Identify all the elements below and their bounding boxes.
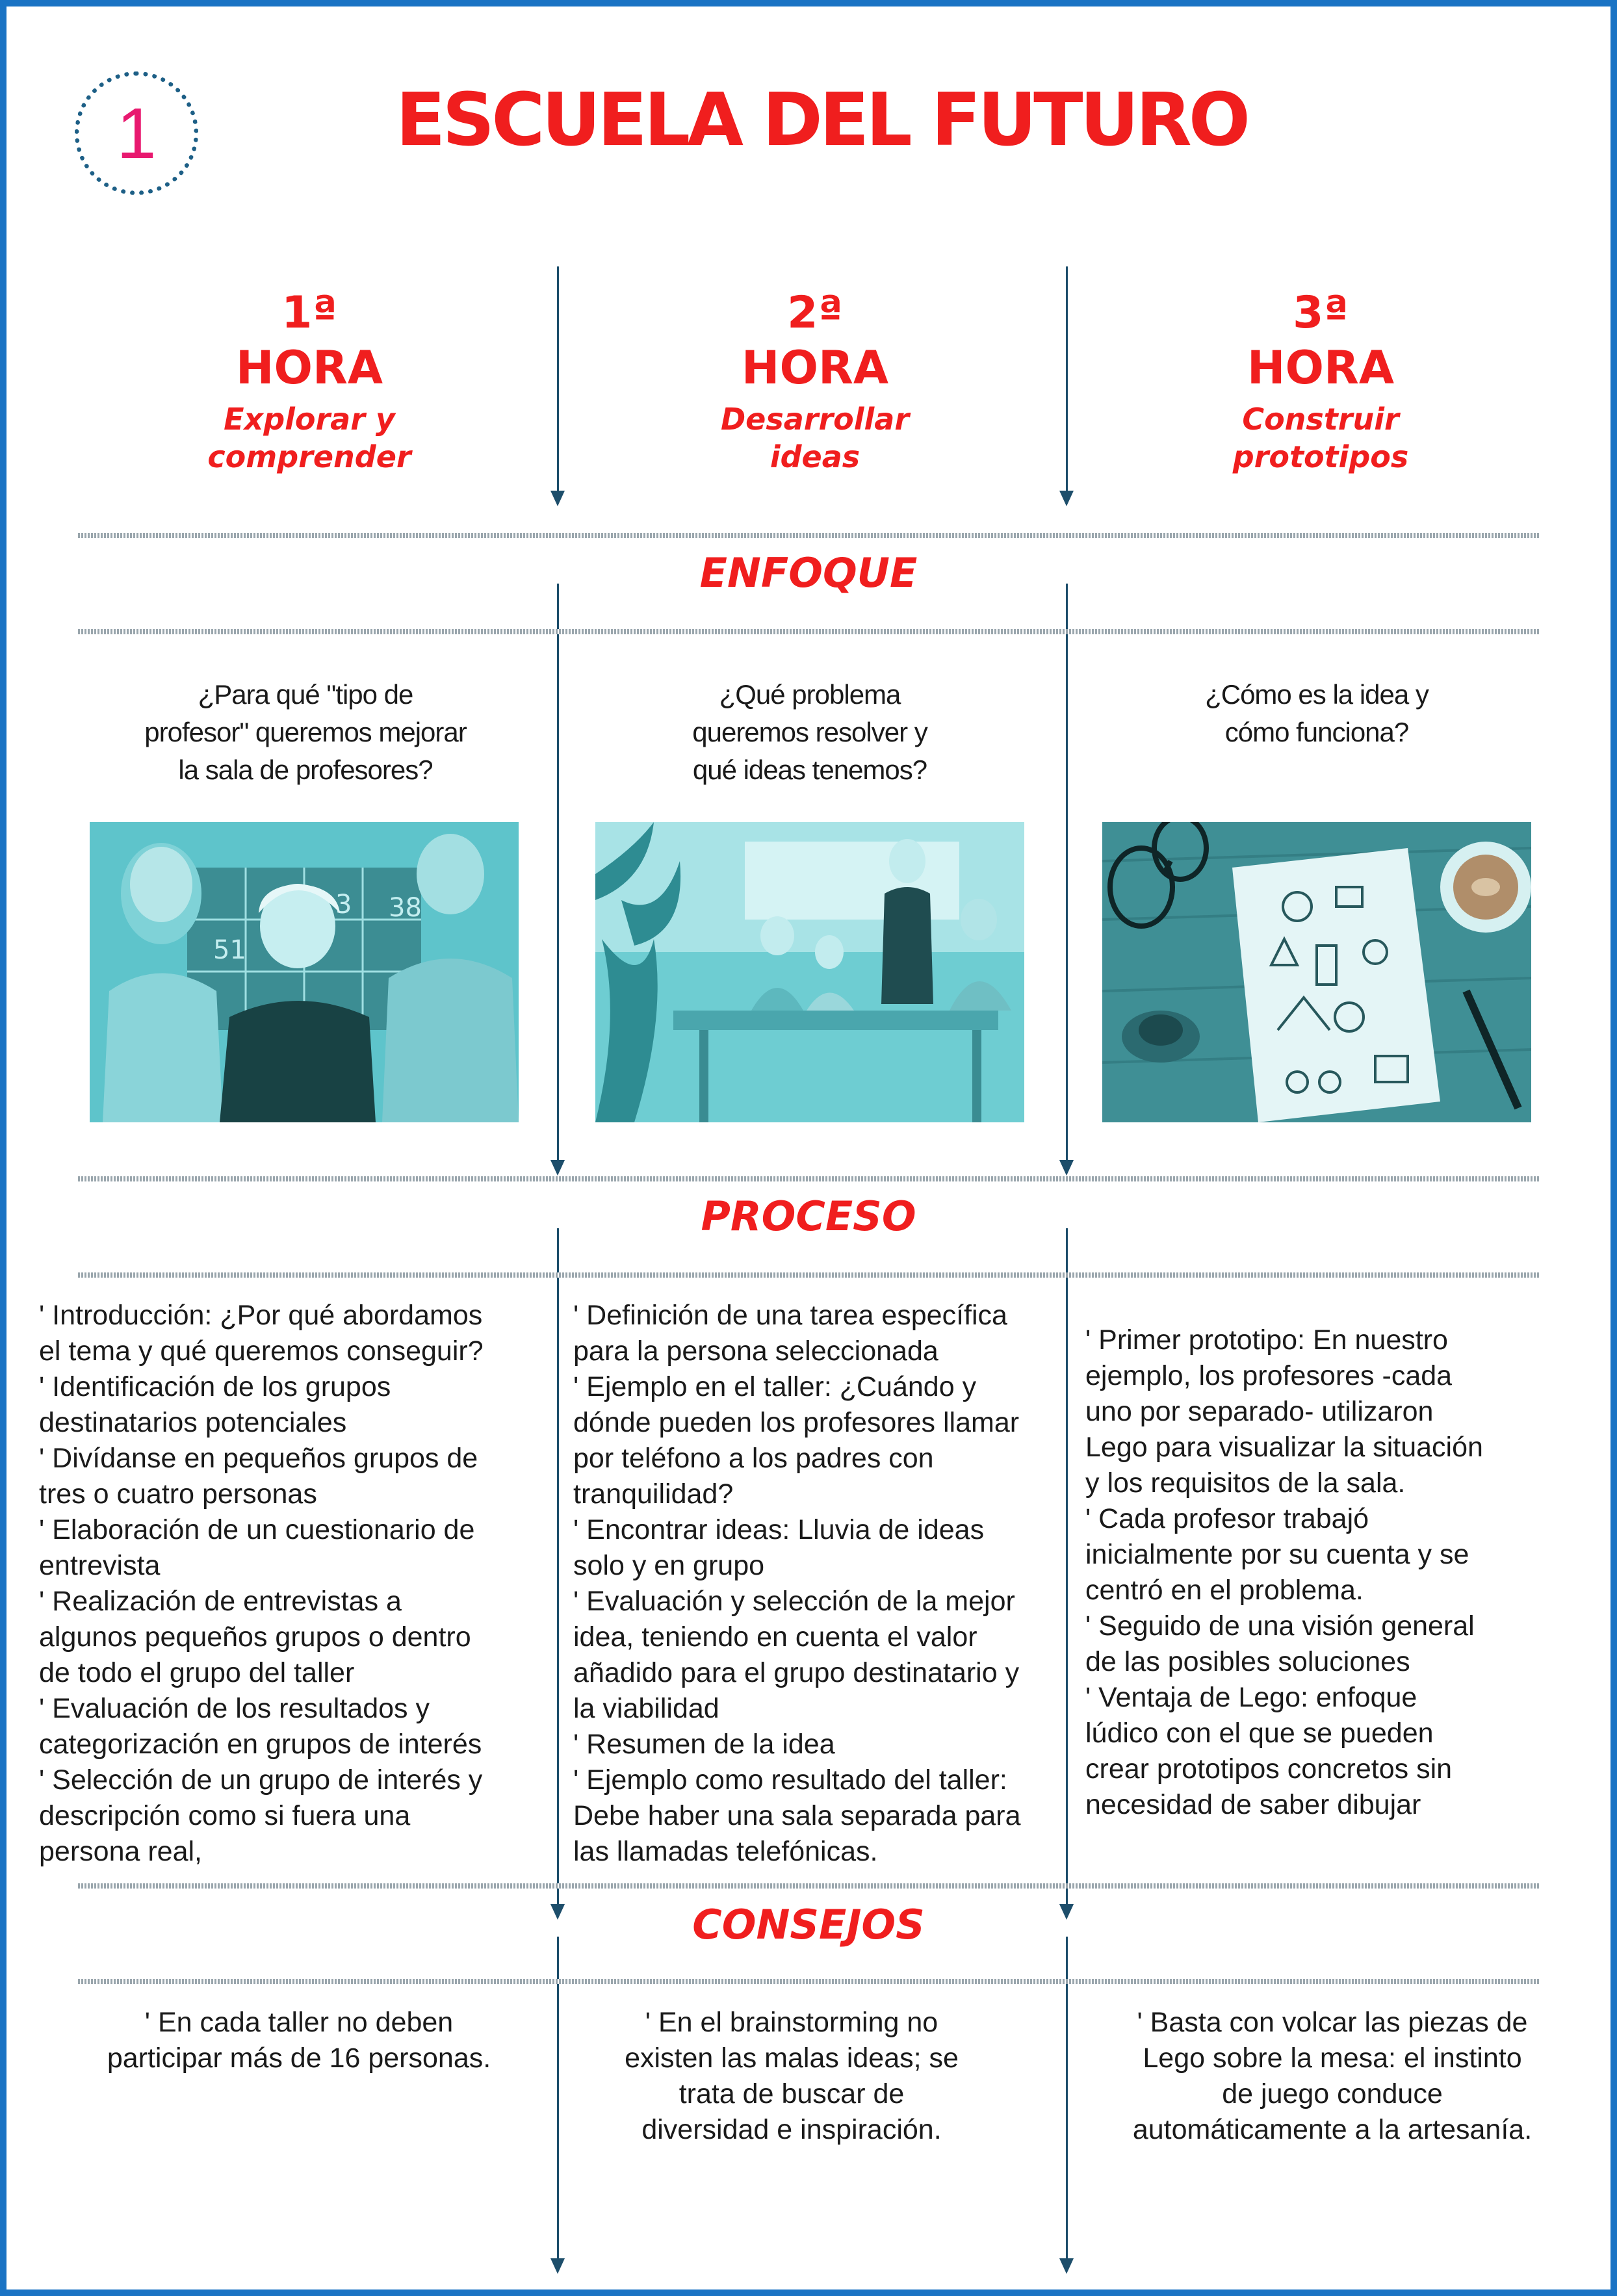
focus-question-2: ¿Qué problema queremos resolver y qué ideas tenemos? xyxy=(692,679,927,785)
divider xyxy=(78,629,1539,634)
column-divider xyxy=(1066,1228,1068,1911)
hour-word: HORA xyxy=(1247,341,1395,394)
hour-number: 1ª xyxy=(281,287,337,339)
meeting-photo xyxy=(595,822,1024,1122)
sketchbook-photo xyxy=(1102,822,1531,1122)
down-arrow-icon xyxy=(550,491,565,506)
page-title: ESCUELA DEL FUTURO xyxy=(396,78,1247,162)
svg-text:3: 3 xyxy=(335,890,352,920)
column-divider xyxy=(557,584,559,1162)
down-arrow-icon xyxy=(550,2258,565,2274)
svg-text:38: 38 xyxy=(389,893,422,923)
column-divider xyxy=(1066,266,1068,494)
divider xyxy=(78,1979,1539,1984)
process-list-3: ' Primer prototipo: En nuestro ejemplo, los profesores -cada uno por separado- utilizaron Lego para visualizar la situación y los requisitos de la sala. ' Cada profesor trabajó inicialmente por su cuenta y se centró en el problema. ' Seguido de una visión general de las posibles soluciones ' Ventaja de Lego: enfoque lúdico con el que se pueden crear prototipos concretos sin necesidad de saber dibujar xyxy=(1085,1324,1483,1820)
column-divider xyxy=(557,1228,559,1911)
column-divider xyxy=(1066,584,1068,1162)
section-title-proceso: PROCESO xyxy=(701,1193,916,1240)
hour-subtitle: Explorar y comprender xyxy=(207,402,411,474)
focus-question-1: ¿Para qué "tipo de profesor" queremos mejorar la sala de profesores? xyxy=(144,679,467,785)
hour-header-2 xyxy=(562,286,1068,476)
focus-question-3: ¿Cómo es la idea y cómo funciona? xyxy=(1205,679,1429,747)
process-list-1: ' Introducción: ¿Por qué abordamos el tema y qué queremos conseguir? ' Identificación de los grupos destinatarios potenciales ' Divídanse en pequeños grupos de tres o cuatro personas ' Elaboración de un cuestionario de entrevista ' Realización de entrevistas a algunos pequeños grupos o dentro de todo el grupo del taller ' Evaluación de los resultados y categorización en grupos de interés ' Selección de un grupo de interés y descripción como si fuera una persona real, xyxy=(39,1300,484,1867)
hour-subtitle: Construir prototipos xyxy=(1232,402,1409,474)
tip-3: ' Basta con volcar las piezas de Lego sobre la mesa: el instinto de juego conduce automáticamente a la artesanía. xyxy=(1132,2007,1533,2145)
down-arrow-icon xyxy=(550,1160,565,1176)
tip-1: ' En cada taller no deben participar más de 16 personas. xyxy=(107,2007,491,2074)
down-arrow-icon xyxy=(1059,1160,1074,1176)
divider xyxy=(78,1883,1539,1889)
section-title-enfoque: ENFOQUE xyxy=(699,549,918,597)
teachers-photo xyxy=(90,822,519,1122)
page-number: 1 xyxy=(116,93,157,174)
down-arrow-icon xyxy=(1059,491,1074,506)
hour-number: 3ª xyxy=(1293,287,1349,339)
divider xyxy=(78,1176,1539,1181)
hour-word: HORA xyxy=(741,341,889,394)
column-divider xyxy=(1066,1937,1068,2262)
column-divider xyxy=(557,266,559,494)
tip-2: ' En el brainstorming no existen las malas ideas; se trata de buscar de diversidad e inspiración. xyxy=(625,2007,959,2145)
hour-header-3 xyxy=(1067,286,1574,476)
divider xyxy=(78,1272,1539,1278)
hour-header-1 xyxy=(56,286,563,476)
hour-word: HORA xyxy=(235,341,383,394)
section-title-consejos: CONSEJOS xyxy=(692,1901,925,1948)
process-list-2: ' Definición de una tarea específica para la persona seleccionada ' Ejemplo en el taller: ¿Cuándo y dónde pueden los profesores llamar por teléfono a los padres con tranquilidad? ' Encontrar ideas: Lluvia de ideas solo y en grupo ' Evaluación y selección de la mejor idea, teniendo en cuenta el valor añadido para el grupo destinatario y la viabilidad ' Resumen de la idea ' Ejemplo como resultado del taller: Debe haber una sala separada para las llamadas telefónicas. xyxy=(573,1300,1021,1867)
divider xyxy=(78,533,1539,538)
hour-number: 2ª xyxy=(787,287,843,339)
down-arrow-icon xyxy=(1059,2258,1074,2274)
hour-subtitle: Desarrollar ideas xyxy=(720,402,910,474)
svg-text:51: 51 xyxy=(213,935,246,965)
